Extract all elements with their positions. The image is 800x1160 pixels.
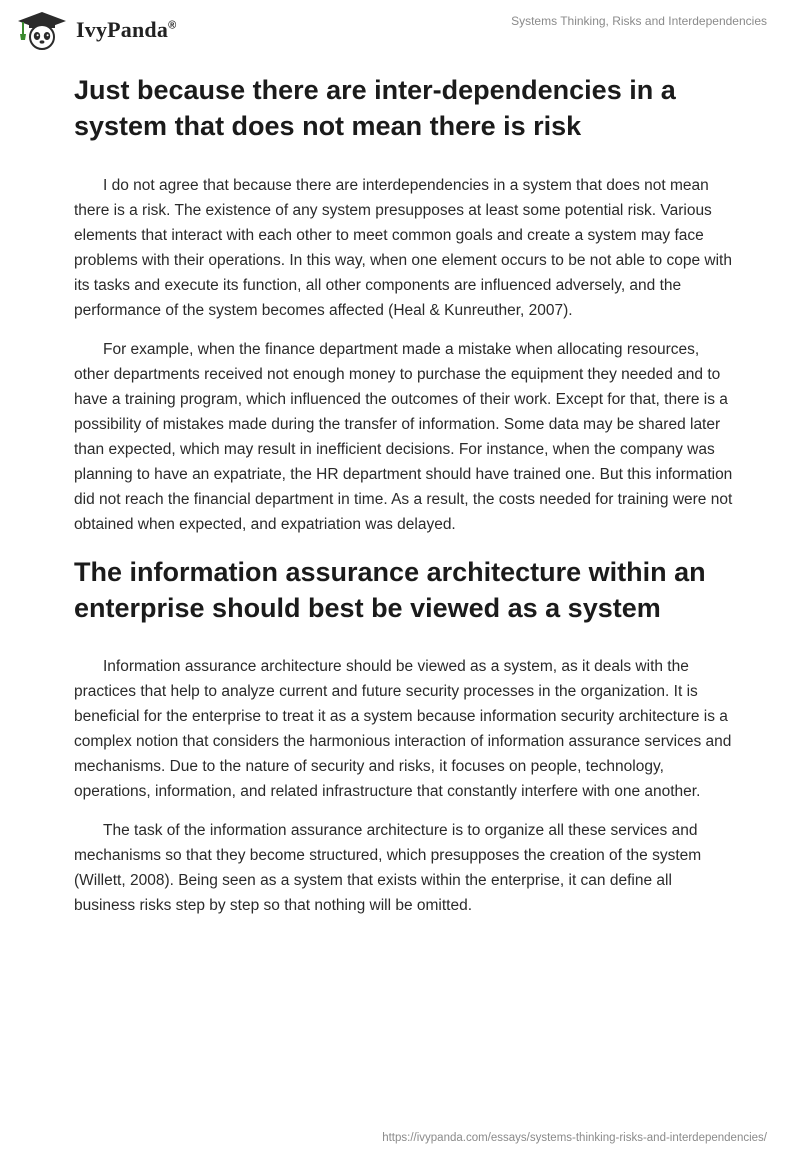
registered-mark: ® <box>168 19 177 32</box>
paragraph: For example, when the finance department made a mistake when allocating resources, other departments received not enough money to purchase the equipment they needed and to have a training program, which influenced the outcomes of their work. Except for that, there is a possibility of mistakes made during the transfer of information. Some data may be shared later than expected, which may result in inefficient decisions. For instance, when the company was planning to have an expatriate, the HR department should have trained one. But this information did not reach the financial department in time. As a result, the costs needed for training were not obtained when expected, and expatriation was delayed. <box>74 341 733 533</box>
paragraph: Information assurance architecture should be viewed as a system, as it deals with the practices that help to analyze current and future security processes in the organization. It is beneficial for the enterprise to treat it as a system because information security architecture is a complex notion that considers the harmonious interaction of information assurance services and mechanisms. Due to the nature of security and risks, it focuses on people, technology, operations, information, and related infrastructure that constantly interfere with one another. <box>74 658 732 800</box>
essay-body <box>74 72 734 918</box>
brand-logo[interactable] <box>14 10 176 50</box>
document-title: Systems Thinking, Risks and Interdependencies <box>511 14 767 28</box>
section-heading: The information assurance architecture within an enterprise should best be viewed as a system <box>74 557 706 623</box>
paragraph: The task of the information assurance architecture is to organize all these services and mechanisms so that they become structured, which presupposes the creation of the system (Willett, 2008). Being seen as a system that exists within the enterprise, it can define all business risks step by step so that nothing will be omitted. <box>74 822 702 914</box>
page-header <box>0 0 800 60</box>
source-url[interactable]: https://ivypanda.com/essays/systems-thinking-risks-and-interdependencies/ <box>382 1132 767 1144</box>
brand-name: IvyPanda® <box>76 17 177 42</box>
paragraph: I do not agree that because there are interdependencies in a system that does not mean there is a risk. The existence of any system presupposes at least some potential risk. Various elements that interact with each other to meet common goals and create a system may face problems with their operations. In this way, when one element occurs to be not able to cope with its tasks and execute its function, all other components are influenced adversely, and the performance of the system becomes affected (Heal & Kunreuther, 2007). <box>74 177 732 319</box>
section-heading: Just because there are inter-dependencies in a system that does not mean there is risk <box>74 75 676 141</box>
panda-graduate-icon <box>14 10 70 50</box>
